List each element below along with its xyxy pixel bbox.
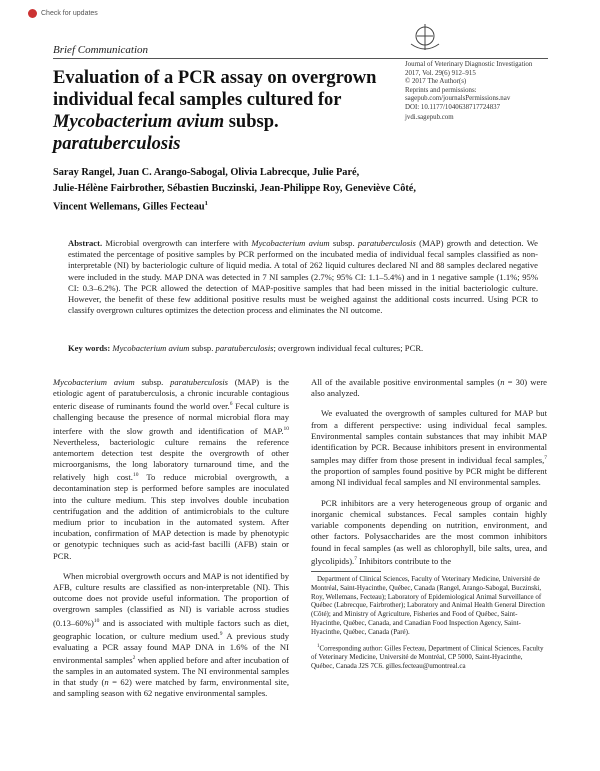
journal-name: Journal of Veterinary Diagnostic Investigation [405, 61, 533, 68]
title-line-2: individual fecal samples cultured for [53, 90, 342, 110]
keywords: Key words: Mycobacterium avium subsp. paratuberculosis; overgrown individual fecal cultures; PCR. [68, 343, 424, 353]
aavld-logo-icon [405, 20, 445, 56]
body-column-left [53, 377, 289, 709]
authors-line-2: Julie-Hélène Fairbrother, Sébastien Buczinski, Jean-Philippe Roy, Geneviève Côté, [53, 182, 416, 194]
title-line-1: Evaluation of a PCR assay on overgrown [53, 68, 377, 88]
body-column-right [311, 377, 547, 576]
body-paragraph: All of the available positive environmental samples (n = 30) were also analyzed. [311, 377, 547, 399]
author-list [53, 165, 543, 215]
keywords-label: Key words: [68, 343, 111, 353]
title-line-3 [53, 111, 383, 155]
body-paragraph: PCR inhibitors are a very heterogeneous group of organic and inorganic chemical substances. Fecal samples contain highly variable components depending on nutrition, environment, and other factors. Polysaccharides are the most common inhibitors found in fecal samples (as well as chlorophyll, bile salts, urea, and glycolipids).$^7$ Inhibitors contribute to the [311, 497, 547, 566]
authors-line-1: Saray Rangel, Juan C. Arango-Sabogal, Olivia Labrecque, Julie Paré, [53, 167, 360, 178]
crossmark-label: Check for updates [41, 10, 98, 17]
author-footnote-marker: 1 [204, 200, 208, 207]
journal-copyright: © 2017 The Author(s) [405, 78, 467, 86]
title-organism: Mycobacterium avium [53, 112, 225, 132]
body-paragraph: We evaluated the overgrowth of samples cultured for MAP but from a different perspective: using individual fecal samples. Environmental samples contain substances that may inhibit MAP identification by PCR. Because inhibitors present in environmental samples may differ from those present in individual fecal samples,$^7$ the proportion of samples found positive by PCR might be different among NI individual fecal samples and NI environmental samples. [311, 408, 547, 488]
crossmark-badge[interactable] [28, 9, 98, 18]
footnote-rule [311, 571, 381, 572]
title-subsp: subsp. [224, 112, 279, 132]
affiliations [311, 575, 547, 676]
journal-permissions-link[interactable]: sagepub.com/journalsPermissions.nav [405, 95, 511, 103]
body-paragraph: Mycobacterium avium subsp. paratuberculosis (MAP) is the etiologic agent of paratuberculosis, a chronic incurable contagious enteric disease of ruminants found the world over.$^6$ Fecal culture is challenging because the presence of normal microbial flora may interfere with the slow growth and identification of MAP.$^{10}$ Nevertheless, bacteriologic culture remains the reference antemortem detection test despite the overgrowth of other microorganisms, the long laboratory turnaround time, and the relatively high cost.$^{10}$ To reduce microbial overgrowth, a decontamination step is performed before samples are inoculated into the culture medium. This step involves double incubation centrifugation and the addition of antimicrobials to the culture medium prior to incubation in the automated system. After incubation, confirmation of MAP detection is made by phenotypic or genotypic techniques such as acid-fast bacilli (AFB) stain or PCR. [53, 377, 289, 561]
journal-doi[interactable]: DOI: 10.1177/1040638717724837 [405, 103, 501, 111]
article-title [53, 67, 383, 155]
journal-reprints: Reprints and permissions: [405, 86, 477, 94]
title-subspecies: paratuberculosis [53, 134, 181, 154]
header-rule [53, 58, 548, 59]
abstract-label: Abstract. [68, 238, 103, 248]
affiliation-text: Department of Clinical Sciences, Faculty of Veterinary Medicine, Université de Montréal, Saint-Hyacinthe, Québec, Canada (Rangel, Arango-Sabogal, Buczinski, Roy, Wellemans, Fecteau); Laboratory of Epidemiological Animal Surveillance of Québec (Labrecque, Fairbrother); Laboratory and Animal Health General Direction (Côté); and Ministry of Agriculture, Fisheries and Food of Québec, Saint-Hyacinthe, Québec, Canada, and Canadian Food Inspection Agency, Saint-Hyacinthe, Québec, Canada (Paré). [311, 575, 545, 636]
journal-info [405, 61, 555, 122]
journal-site-link[interactable]: jvdi.sagepub.com [405, 113, 454, 121]
corresponding-author: $^1$Corresponding author: Gilles Fecteau, Department of Clinical Sciences, Faculty of Veterinary Medicine, Université de Montréal, CP 5000, Saint-Hyacinthe, Québec, Canada J2S 7C6. gilles.fecteau@umontreal.ca [311, 643, 544, 670]
authors-line-3: Vincent Wellemans, Gilles Fecteau$^1$ [53, 200, 208, 213]
journal-volume: 2017, Vol. 29(6) 912–915 [405, 69, 476, 77]
crossmark-icon [28, 9, 37, 18]
abstract: Abstract. Microbial overgrowth can interfere with Mycobacterium avium subsp. paratuberculosis (MAP) growth and detection. We estimated the percentage of positive samples by PCR performed on the incubated media of individual fecal samples classified as non-interpretable (NI) by bacteriologic culture of liquid media. A total of 262 liquid cultures declared NI and 88 samples declared negative were included in the study. MAP DNA was detected in 7 NI samples (2.7%; 95% CI: 1.1–5.4%) and in 1 negative sample (1.1%; 95% CI: 0.3–6.2%). The PCR allowed the detection of MAP-positive samples that had been missed in the initial bacteriologic culture. However, the benefit of these few additional positive results must be weighed against the additional costs incurred. Using PCR to classify overgrown cultures optimizes the detection process and eliminates the NI outcome. [68, 238, 538, 316]
body-paragraph: When microbial overgrowth occurs and MAP is not identified by AFB, culture results are classified as non-interpretable (NI). This outcome does not provide useful information. The proportion of overgrown samples (classified as NI) is variable across studies $(0.13-60\%)^{10}$ and is associated with multiple factors such as diet, geographic location, or culture medium used.$^9$ A previous study evaluating a PCR assay found MAP DNA in 1.6% of the NI environmental samples$^2$ when applied before and after incubation of the samples in an automated system. The NI environmental samples in that study (n = 62) were matched by farm, environmental site, and sampling season with 62 negative environmental samples. [53, 570, 289, 699]
section-label: Brief Communication [53, 44, 149, 56]
